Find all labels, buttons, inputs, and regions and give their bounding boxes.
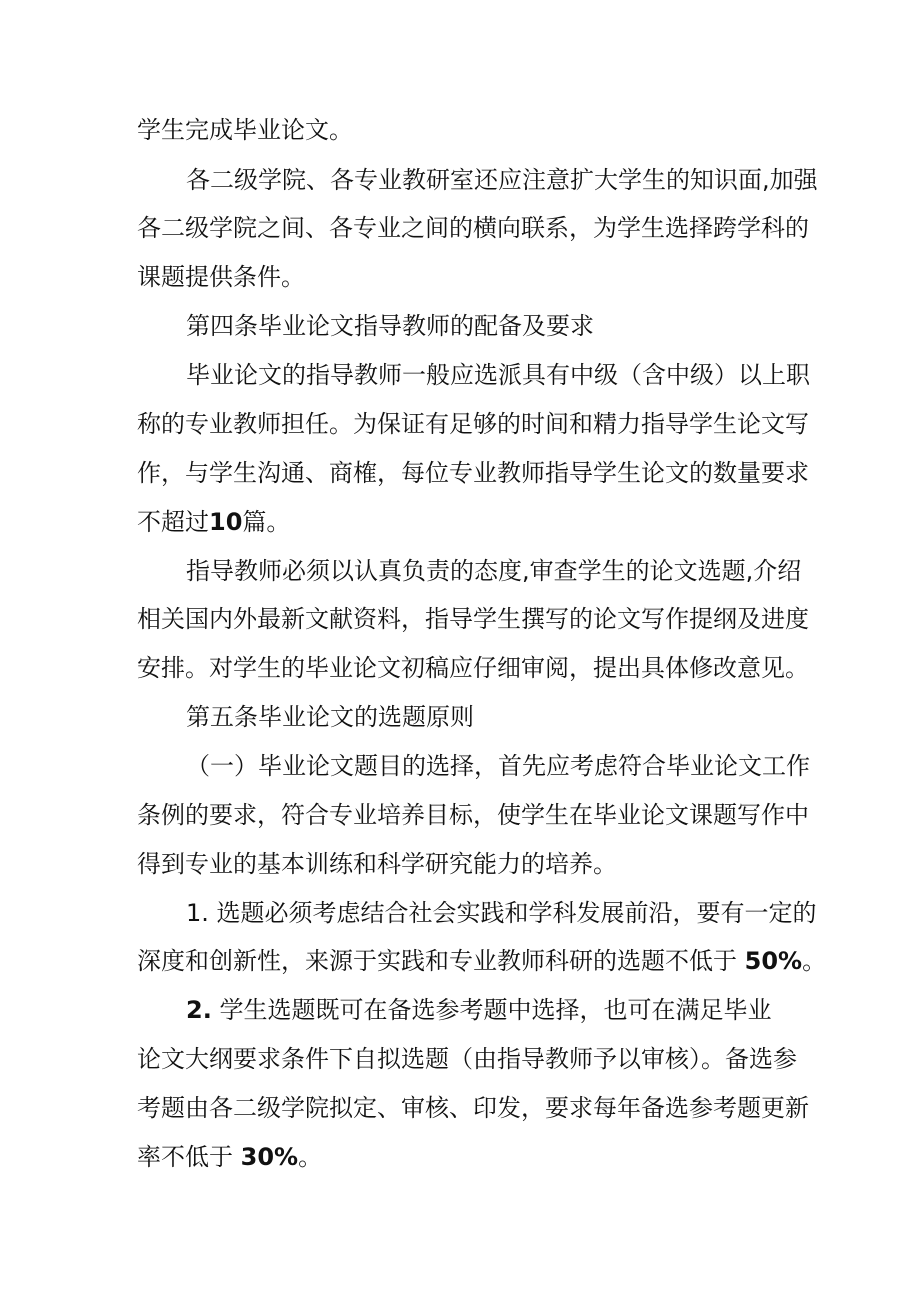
text-line bbox=[186, 994, 771, 1026]
text-line bbox=[137, 1141, 322, 1173]
bold-number: 30% bbox=[240, 1143, 299, 1171]
text-line: 毕业论文的指导教师一般应选派具有中级（含中级）以上职 bbox=[186, 361, 810, 389]
text-line: 考题由各二级学院拟定、审核、印发，要求每年备选参考题更新 bbox=[137, 1094, 809, 1122]
text-line: 相关国内外最新文献资料，指导学生撰写的论文写作提纲及进度 bbox=[137, 605, 809, 633]
text-line: 各二级学院之间、各专业之间的横向联系，为学生选择跨学科的 bbox=[137, 214, 809, 242]
section-heading: 第五条毕业论文的选题原则 bbox=[186, 703, 474, 731]
text-line: 得到专业的基本训练和科学研究能力的培养。 bbox=[137, 850, 617, 878]
text-line: 称的专业教师担任。为保证有足够的时间和精力指导学生论文写 bbox=[137, 410, 809, 438]
text-line: 指导教师必须以认真负责的态度,审查学生的论文选题,介绍 bbox=[186, 557, 802, 585]
text-segment: 深度和创新性，来源于实践和专业教师科研的选题不低于 bbox=[137, 947, 745, 975]
text-segment: 不超过 bbox=[137, 508, 209, 536]
text-line bbox=[137, 945, 826, 977]
text-line: 条例的要求，符合专业培养目标，使学生在毕业论文课题写作中 bbox=[137, 801, 809, 829]
text-line: 1. 选题必须考虑结合社会实践和学科发展前沿，要有一定的 bbox=[186, 899, 817, 927]
text-line bbox=[137, 506, 290, 538]
text-line: 作，与学生沟通、商榷，每位专业教师指导学生论文的数量要求 bbox=[137, 459, 809, 487]
section-heading: 第四条毕业论文指导教师的配备及要求 bbox=[186, 312, 594, 340]
text-segment: 。 bbox=[298, 1143, 323, 1171]
text-line: 各二级学院、各专业教研室还应注意扩大学生的知识面,加强 bbox=[186, 166, 818, 194]
text-line: 论文大纲要求条件下自拟选题（由指导教师予以审核）。备选参 bbox=[137, 1045, 797, 1073]
text-line: 课题提供条件。 bbox=[137, 263, 305, 291]
text-segment: 。 bbox=[802, 947, 827, 975]
text-line: 学生完成毕业论文。 bbox=[137, 116, 353, 144]
bold-number: 2. bbox=[186, 996, 212, 1024]
text-segment: 率不低于 bbox=[137, 1143, 241, 1171]
text-segment: 学生选题既可在备选参考题中选择，也可在满足毕业 bbox=[211, 996, 772, 1024]
text-line: （一）毕业论文题目的选择，首先应考虑符合毕业论文工作 bbox=[186, 752, 810, 780]
text-line: 安排。对学生的毕业论文初稿应仔细审阅，提出具体修改意见。 bbox=[137, 654, 809, 682]
text-segment: 篇。 bbox=[242, 508, 291, 536]
bold-number: 50% bbox=[744, 947, 803, 975]
bold-number: 10 bbox=[209, 508, 243, 536]
